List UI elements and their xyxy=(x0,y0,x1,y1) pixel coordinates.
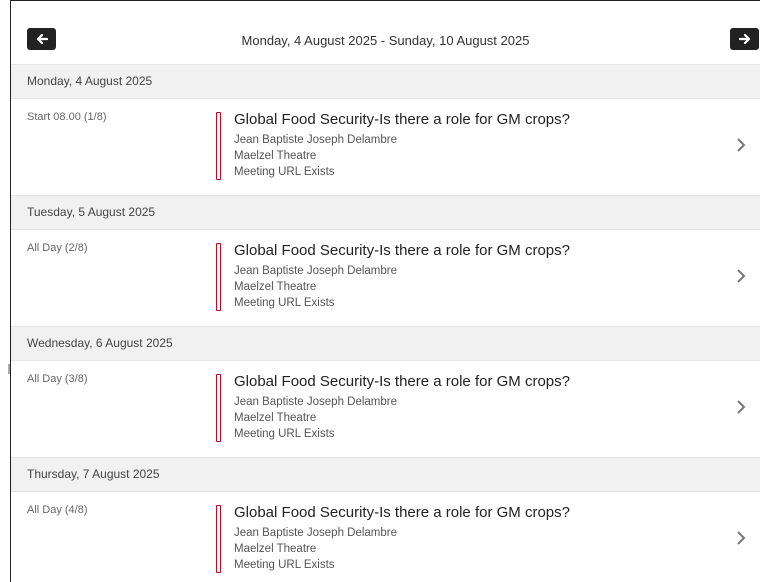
next-week-button[interactable] xyxy=(730,28,759,50)
event-meeting-status: Meeting URL Exists xyxy=(234,297,335,309)
event-color-bar xyxy=(216,374,221,442)
chevron-right-icon[interactable] xyxy=(734,137,748,153)
event-speaker: Jean Baptiste Joseph Delambre xyxy=(234,265,398,277)
arrow-left-icon xyxy=(36,33,48,45)
day-header-tuesday: Tuesday, 5 August 2025 xyxy=(11,195,760,230)
event-title: Global Food Security-Is there a role for GM crops? xyxy=(234,504,570,521)
chevron-right-icon[interactable] xyxy=(734,399,748,415)
event-row-tuesday[interactable] xyxy=(11,230,760,325)
event-meeting-status: Meeting URL Exists xyxy=(234,166,335,178)
event-time: All Day (2/8) xyxy=(27,242,88,254)
event-time: All Day (4/8) xyxy=(27,504,88,516)
event-speaker: Jean Baptiste Joseph Delambre xyxy=(234,134,398,146)
event-row-thursday[interactable] xyxy=(11,492,760,582)
event-color-bar xyxy=(216,243,221,311)
event-venue: Maelzel Theatre xyxy=(234,412,317,424)
event-title: Global Food Security-Is there a role for GM crops? xyxy=(234,111,570,128)
event-color-bar xyxy=(216,505,221,573)
event-title: Global Food Security-Is there a role for GM crops? xyxy=(234,242,570,259)
event-meeting-status: Meeting URL Exists xyxy=(234,559,335,571)
event-row-wednesday[interactable] xyxy=(11,361,760,456)
calendar-week-view xyxy=(10,0,760,582)
event-venue: Maelzel Theatre xyxy=(234,543,317,555)
event-time: Start 08.00 (1/8) xyxy=(27,111,107,123)
event-time: All Day (3/8) xyxy=(27,373,88,385)
arrow-right-icon xyxy=(739,33,751,45)
event-row-monday[interactable] xyxy=(11,99,760,194)
event-title: Global Food Security-Is there a role for GM crops? xyxy=(234,373,570,390)
week-range-title: Monday, 4 August 2025 - Sunday, 10 August 2025 xyxy=(241,33,530,48)
event-speaker: Jean Baptiste Joseph Delambre xyxy=(234,527,398,539)
chevron-right-icon[interactable] xyxy=(734,268,748,284)
event-venue: Maelzel Theatre xyxy=(234,281,317,293)
week-navigation-bar xyxy=(11,1,760,64)
event-meeting-status: Meeting URL Exists xyxy=(234,428,335,440)
event-speaker: Jean Baptiste Joseph Delambre xyxy=(234,396,398,408)
scroll-handle[interactable] xyxy=(8,364,10,374)
previous-week-button[interactable] xyxy=(27,28,56,50)
day-header-thursday: Thursday, 7 August 2025 xyxy=(11,457,760,492)
chevron-right-icon[interactable] xyxy=(734,530,748,546)
event-color-bar xyxy=(216,112,221,180)
day-header-monday: Monday, 4 August 2025 xyxy=(11,64,760,99)
day-header-wednesday: Wednesday, 6 August 2025 xyxy=(11,326,760,361)
event-venue: Maelzel Theatre xyxy=(234,150,317,162)
